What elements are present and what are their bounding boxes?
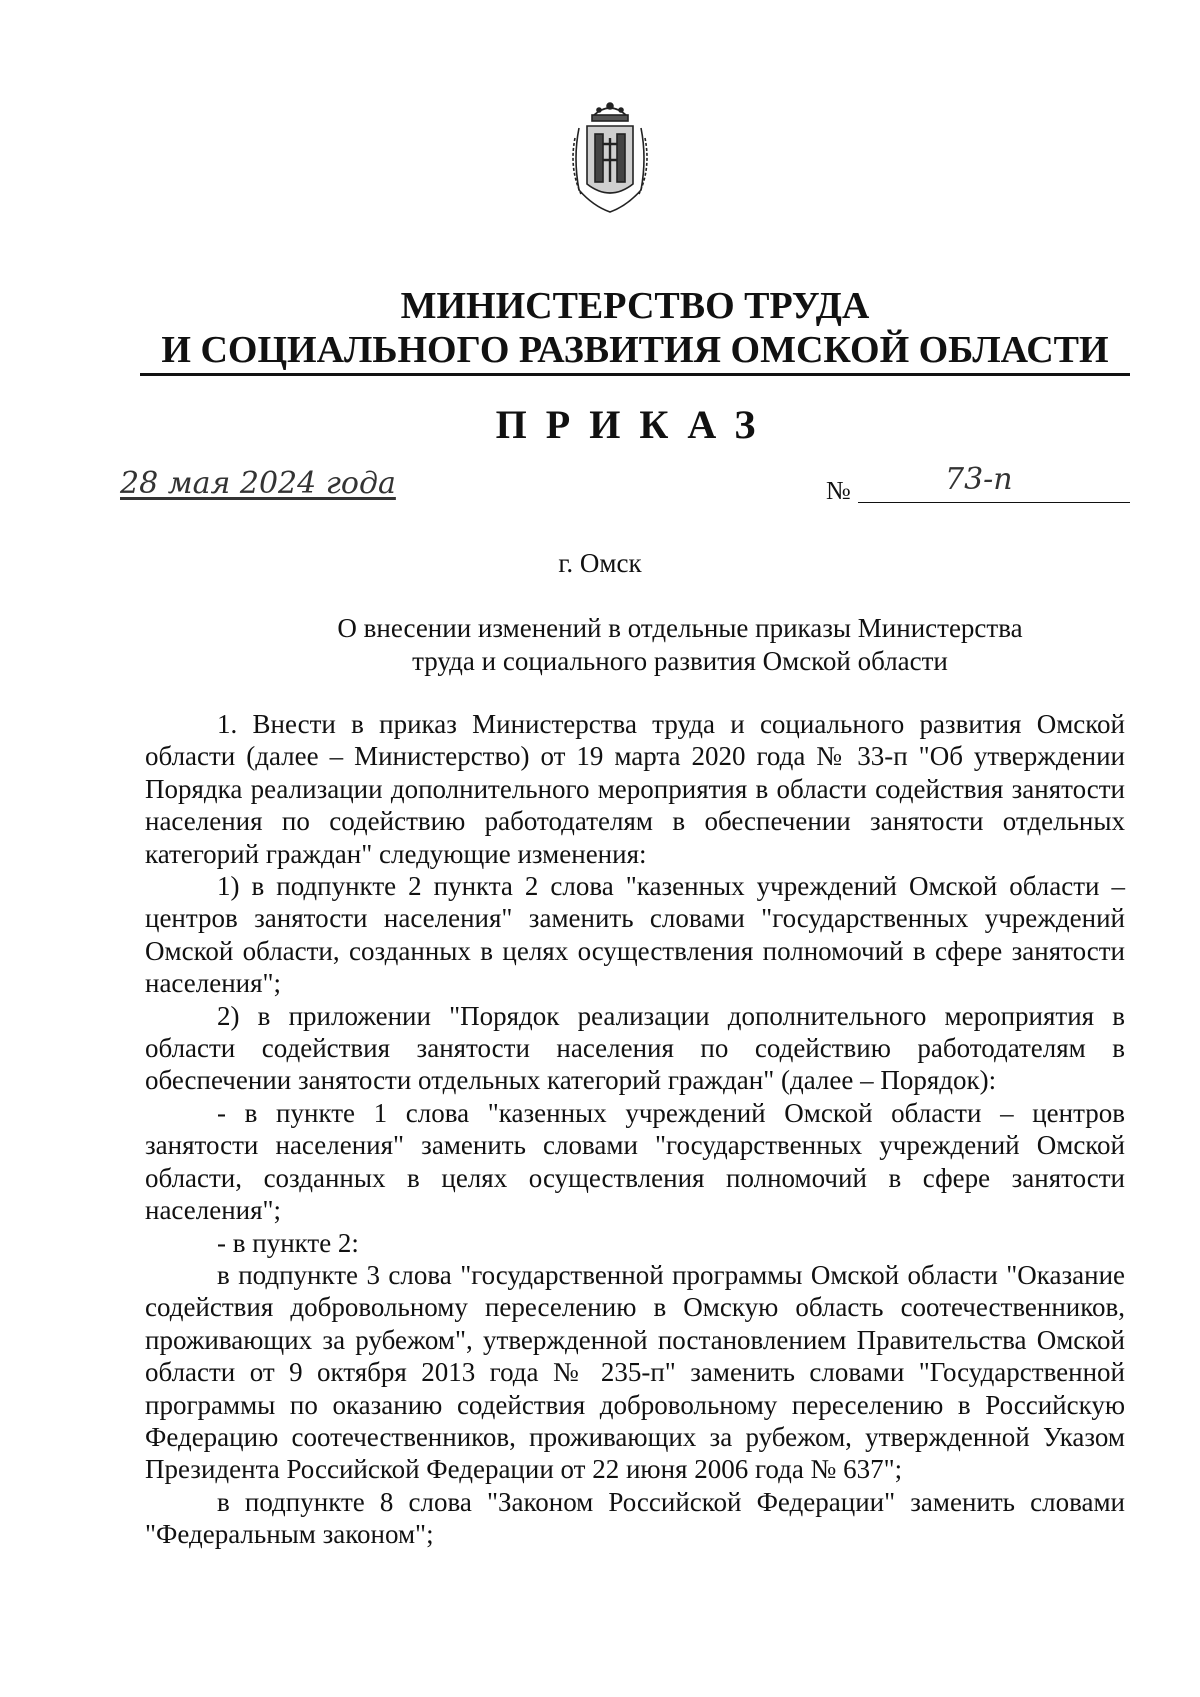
- body-paragraph: в подпункте 3 слова "государственной программы Омской области "Оказание содействия добровольному переселению в Омскую область соотечественников, проживающих за рубежом", утвержденной постановлением Правительства Омской области от 9 октября 2013 года № 235-п" заменить словами "Государственной программы по оказанию содействия добровольному переселению в Российскую Федерацию соотечественников, проживающих за рубежом, утвержденной Указом Президента Российской Федерации от 22 июня 2006 года № 637";: [145, 1259, 1125, 1485]
- order-number-line: [858, 502, 1130, 503]
- body-paragraph: - в пункте 2:: [217, 1227, 359, 1258]
- omsk-oblast-coat-of-arms-icon: [565, 98, 655, 216]
- order-number: 73-п: [945, 462, 1013, 497]
- body-paragraph: 1. Внести в приказ Министерства труда и социального развития Омской области (далее – Министерство) от 19 марта 2020 года № 33-п "Об утверждении Порядка реализации дополнительного мероприятия в области содействия занятости населения по содействию работодателям в обеспечении занятости отдельных категорий граждан" следующие изменения:: [145, 709, 1125, 869]
- order-number-label: №: [826, 476, 851, 505]
- body-paragraph: - в пункте 1 слова "казенных учреждений Омской области – центров занятости населения" заменить словами "государственных учреждений Омской области, созданных в целях осуществления полномочий в сфере занятости населения";: [145, 1097, 1125, 1226]
- order-date: 28 мая 2024 года: [120, 466, 396, 501]
- document-type-title: ПРИКАЗ: [495, 402, 775, 447]
- body-paragraph: 1) в подпункте 2 пункта 2 слова "казенных учреждений Омской области – центров занятости населения" заменить словами "государственных учреждений Омской области, созданных в целях осуществления полномочий в сфере занятости населения";: [145, 871, 1125, 999]
- city-line: г. Омск: [558, 548, 642, 578]
- subject-line2: труда и социального развития Омской области: [412, 646, 948, 676]
- order-subject: [300, 612, 1060, 678]
- ministry-name-line1: МИНИСТЕРСТВО ТРУДА: [400, 285, 870, 327]
- header-divider: [140, 373, 1130, 376]
- order-body: [145, 708, 1125, 1551]
- body-paragraph: в подпункте 8 слова "Законом Российской Федерации" заменить словами "Федеральным законом";: [145, 1486, 1125, 1550]
- subject-line1: О внесении изменений в отдельные приказы Министерства: [337, 613, 1023, 643]
- body-paragraph: 2) в приложении "Порядок реализации дополнительного мероприятия в области содействия занятости населения по содействию работодателям в обеспечении занятости отдельных категорий граждан" (далее – Порядок):: [145, 1000, 1125, 1096]
- ministry-name-line2: И СОЦИАЛЬНОГО РАЗВИТИЯ ОМСКОЙ ОБЛАСТИ: [161, 329, 1109, 371]
